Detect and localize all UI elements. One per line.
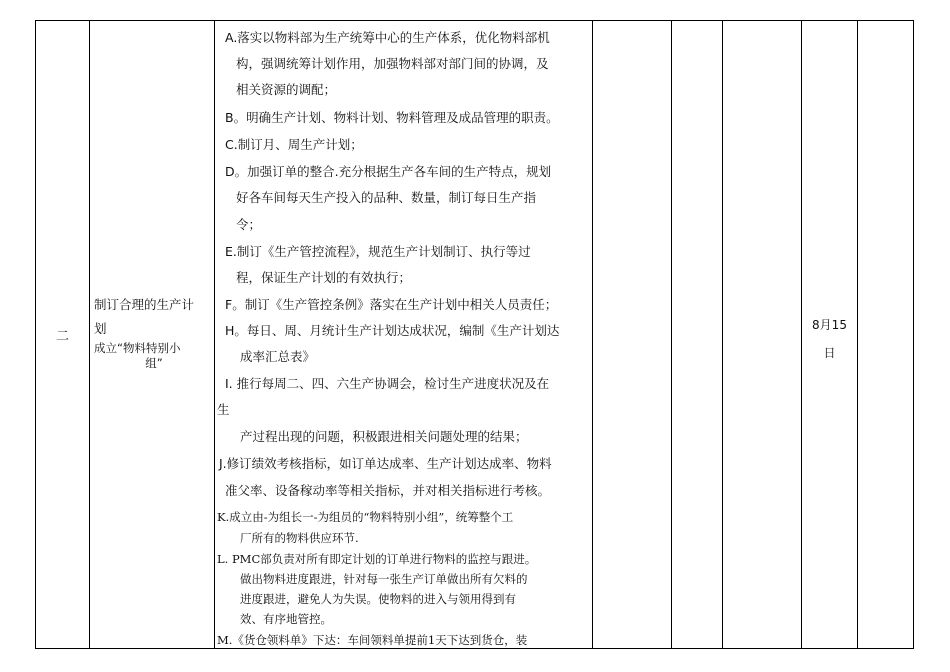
table-row bbox=[36, 21, 914, 649]
empty-cell bbox=[858, 21, 914, 649]
content-line: B。明确生产计划、物料计划、物料管理及成品管理的职责。 bbox=[225, 110, 559, 125]
row-number: 二 bbox=[55, 329, 69, 344]
content-line: E.制订《生产管控流程》，规范生产计划制订、执行等过 bbox=[225, 244, 531, 259]
content-line: 生 bbox=[217, 402, 230, 417]
empty-cell bbox=[672, 21, 723, 649]
content-line: 进度跟进，避免人为失误。使物料的进入与领用得到有 bbox=[240, 592, 516, 606]
task-content bbox=[215, 21, 592, 648]
task-subtitle-line-1: 成立“物料特别小 bbox=[94, 341, 181, 355]
content-line: 令； bbox=[236, 217, 262, 232]
row-number-cell bbox=[36, 21, 90, 649]
content-line: 程，保证生产计划的有效执行； bbox=[236, 270, 412, 285]
content-line: D。加强订单的整合.充分根据生产各车间的生产特点，规划 bbox=[225, 164, 552, 179]
empty-cell bbox=[593, 21, 672, 649]
empty-cell bbox=[723, 21, 802, 649]
content-line: L. PMC部负责对所有即定计划的订单进行物料的监控与跟进。 bbox=[217, 552, 537, 566]
task-content-cell bbox=[215, 21, 593, 649]
task-subtitle bbox=[94, 341, 214, 371]
task-title-line-1: 制订合理的生产计 bbox=[94, 297, 195, 312]
content-line: 相关资源的调配； bbox=[236, 82, 337, 97]
task-title-cell bbox=[90, 21, 215, 649]
content-line: 好各车间每天生产投入的品种、数量，制订每日生产指 bbox=[236, 190, 537, 205]
content-line: H。每日、周、月统计生产计划达成状况，编制《生产计划达 bbox=[225, 323, 560, 338]
date-cell bbox=[802, 21, 858, 649]
content-line: 构，强调统筹计划作用，加强物料部对部门间的协调，及 bbox=[236, 56, 549, 71]
content-line: A.落实以物料部为生产统筹中心的生产体系，优化物料部机 bbox=[225, 30, 550, 45]
content-line: 厂所有的物料供应环节. bbox=[240, 531, 359, 545]
plan-table bbox=[35, 20, 914, 649]
content-line: 效、有序地管控。 bbox=[240, 612, 332, 626]
content-line: K.成立由-为组长一-为组员的“物料特别小组”，统筹整个工 bbox=[217, 510, 514, 524]
content-line: 做出物料进度跟进，针对每一张生产订单做出所有欠料的 bbox=[240, 572, 528, 586]
content-line: 成率汇总表》 bbox=[240, 349, 316, 364]
content-line: C.制订月、周生产计划； bbox=[225, 137, 363, 152]
content-line: I. 推行每周二、四、六生产协调会，检讨生产进度状况及在 bbox=[225, 376, 550, 391]
content-line: J.修订绩效考核指标，如订单达成率、生产计划达成率、物料 bbox=[219, 456, 552, 471]
content-line: F。制订《生产管控条例》落实在生产计划中相关人员责任； bbox=[225, 297, 558, 312]
content-line: 准父率、设备稼动率等相关指标，并对相关指标进行考核。 bbox=[225, 483, 551, 498]
content-line: M.《货仓领料单》下达：车间领料单提前1天下达到货仓，装 bbox=[217, 633, 528, 647]
task-title-line-2: 划 bbox=[94, 321, 107, 336]
content-line: 产过程出现的问题，积极跟进相关问题处理的结果； bbox=[240, 429, 528, 444]
date-line-2: 日 bbox=[823, 346, 836, 360]
date-line-1: 8月15 bbox=[812, 318, 847, 332]
task-subtitle-line-2: 组” bbox=[145, 356, 163, 370]
